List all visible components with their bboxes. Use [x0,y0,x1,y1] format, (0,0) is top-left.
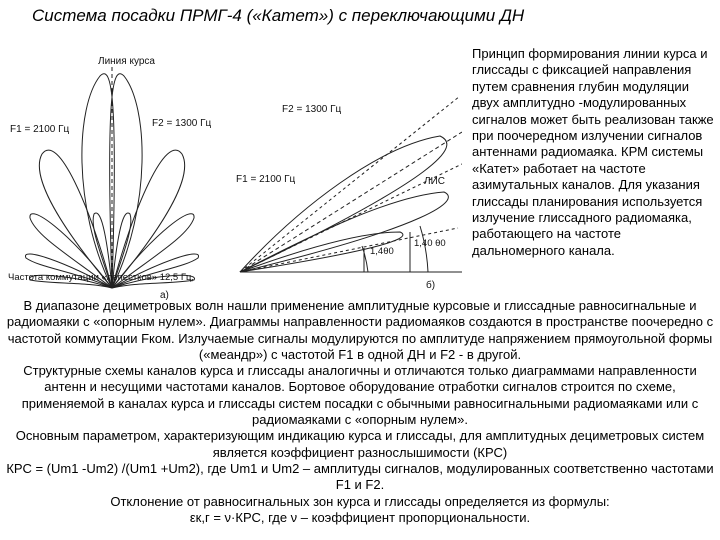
glide-line [240,132,462,272]
body-paragraph: Структурные схемы каналов курса и глиссады аналогичны и отличаются только диаграммами направленности антенн и несущими частотами каналов. Бортовое оборудование отработки сигналов строится по схеме, применяемой в каналах курса и глиссады систем посадки с обычными равносигнальными радиомаяками или с радиомаяками с «опорным нулем». [21,363,699,428]
course-line-label: Линия курса [98,56,155,67]
switch-freq-label: Частота коммутации «лепестков» 12,5 Гц, [8,272,195,283]
angle-label-1: 1,4θ0 [370,246,394,257]
panel-b-label: б) [426,280,436,291]
radiation-pattern-figure [0,36,462,304]
angle-label-2: 1,40 θ0 [414,238,446,249]
f2-label-right: F2 = 1300 Гц [282,104,342,115]
formula-deviation: εк,г = ν·КРС, где ν – коэффициент пропорциональности. [189,509,531,525]
panel-a-label: а) [160,290,169,301]
left-lobe-diagram [25,64,198,288]
glide-lobe-f1 [240,192,448,272]
glide-label: ЛИС [424,176,445,187]
body-paragraph: Отклонение от равносигнальных зон курса и глиссады определяется из формулы: [110,493,610,509]
f1-label-left: F1 = 2100 Гц [10,124,70,135]
body-paragraph: В диапазоне дециметровых волн нашли применение амплитудные курсовые и глиссадные равносигнальные и радиомаяки с «опорным нулем». Диаграммы направленности радиомаяков создаются в пространстве поочередно с частотой коммутации Fком. Излучаемые сигналы модулируются по амплитуде напряжением прямоугольной формы («меандр») с частотой F1 в одной ДН и F2 - в другой. [6,298,714,362]
angle-arc [420,226,428,272]
body-paragraph: Основным параметром, характеризующим индикацию курса и глиссады, для амплитудных дециметровых систем является коэффициент разнослышимости (КРС) [15,428,705,460]
formula-krs: КРС = (Um1 -Um2) /(Um1 +Um2), где Um1 и Um2 – амплитуды сигналов, модулированных соответственно частотами F1 и F2. [6,460,714,493]
side-description: Принцип формирования линии курса и глиссады с фиксацией направления путем сравнения глубин модуляции двух амплитудно -модулированных сигналов может быть реализован также при поочередном излучении сигналов антеннами радиомаяка. КРМ системы «Катет» работает на частоте азимутальных каналов. Для указания глиссады планирования используется излучение глиссадного радиомаяка, работающего на частоте дальномерного канала. [472,46,714,258]
f2-label-left: F2 = 1300 Гц [152,118,212,129]
body-text [4,298,716,526]
glide-lobe-f2 [240,136,447,272]
slide-title: Система посадки ПРМГ-4 («Катет») с переключающими ДН [32,6,525,25]
angle-arc [362,246,368,272]
f1-label-right: F1 = 2100 Гц [236,174,296,185]
